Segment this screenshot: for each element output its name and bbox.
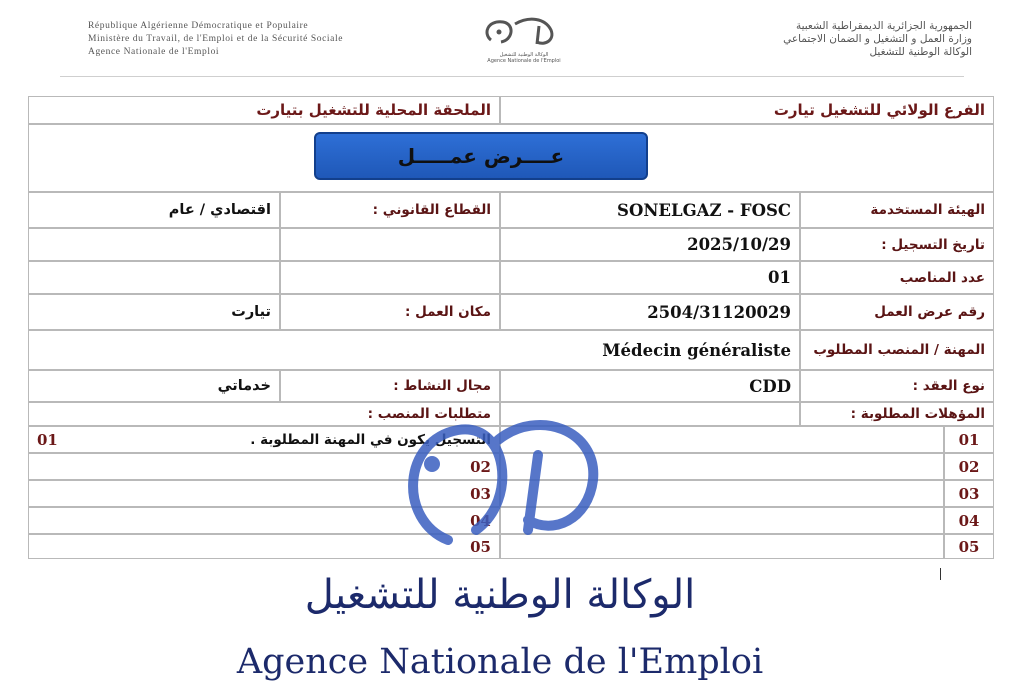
workplace-value: تيارت bbox=[28, 294, 280, 330]
anem-stamp-icon bbox=[388, 400, 608, 570]
employer-label: الهيئة المستخدمة bbox=[800, 192, 994, 228]
requirement-number-3: 03 bbox=[470, 484, 491, 503]
positions-label: عدد المناصب bbox=[800, 261, 994, 294]
reg-date-label: تاريخ التسجيل : bbox=[800, 228, 994, 261]
offer-number-label: رقم عرض العمل bbox=[800, 294, 994, 330]
footer-french-name: Agence Nationale de l'Emploi bbox=[236, 642, 764, 682]
qualification-number-2: 02 bbox=[944, 453, 994, 480]
requirement-number-4: 04 bbox=[470, 511, 491, 530]
offer-number-value: 2504/31120029 bbox=[500, 294, 800, 330]
header-french bbox=[88, 20, 448, 59]
qualifications-label: المؤهلات المطلوبة : bbox=[800, 402, 994, 426]
agency-logo bbox=[462, 14, 586, 72]
qualification-number-1: 01 bbox=[944, 426, 994, 453]
header-arabic bbox=[572, 20, 972, 59]
requirements-label: متطلبات المنصب : bbox=[28, 402, 500, 426]
job-label: المهنة / المنصب المطلوب bbox=[800, 330, 994, 370]
legal-sector-value: اقتصادي / عام bbox=[28, 192, 280, 228]
header-ar-line-3: الوكالة الوطنية للتشغيل bbox=[869, 46, 972, 58]
qualification-number-5: 05 bbox=[944, 534, 994, 559]
activity-label: مجال النشاط : bbox=[280, 370, 500, 402]
empty-cell bbox=[28, 261, 280, 294]
logo-caption-ar: الوكالة الوطنية للتشغيل bbox=[499, 52, 549, 58]
reg-date-value: 2025/10/29 bbox=[500, 228, 800, 261]
requirement-number-5: 05 bbox=[470, 537, 491, 556]
requirement-number-1: 01 bbox=[37, 430, 58, 449]
workplace-label: مكان العمل : bbox=[280, 294, 500, 330]
logo-caption-fr: Agence Nationale de l'Emploi bbox=[487, 58, 561, 64]
header-fr-line-3: Agence Nationale de l'Emploi bbox=[88, 47, 220, 57]
contract-label: نوع العقد : bbox=[800, 370, 994, 402]
header-fr-line-2: Ministère du Travail, de l'Emploi et de la Sécurité Sociale bbox=[88, 34, 344, 44]
empty-cell bbox=[280, 228, 500, 261]
footer-arabic-name: الوكالة الوطنية للتشغيل bbox=[304, 572, 696, 618]
header-divider bbox=[60, 76, 964, 77]
positions-value: 01 bbox=[500, 261, 800, 294]
legal-sector-label: القطاع القانوني : bbox=[280, 192, 500, 228]
job-value: Médecin généraliste bbox=[28, 330, 800, 370]
scan-mark bbox=[940, 568, 941, 580]
activity-value: خدماتي bbox=[28, 370, 280, 402]
employer-value: SONELGAZ - FOSC bbox=[500, 192, 800, 228]
branch-local: الملحقة المحلية للتشغيل بتيارت bbox=[28, 96, 500, 124]
branch-wilaya: الفرع الولائي للتشغيل تيارت bbox=[500, 96, 994, 124]
qualification-number-4: 04 bbox=[944, 507, 994, 534]
requirement-number-2: 02 bbox=[470, 457, 491, 476]
qualification-number-3: 03 bbox=[944, 480, 994, 507]
anem-logo-icon bbox=[479, 14, 569, 52]
job-offer-title: عــــرض عمـــــل bbox=[314, 132, 648, 180]
header-ar-line-2: وزارة العمل و التشغيل و الضمان الاجتماعي bbox=[783, 33, 972, 45]
requirement-item-1: التسجيل يكون في المهنة المطلوبة . bbox=[250, 431, 491, 448]
empty-cell bbox=[28, 228, 280, 261]
header-ar-line-1: الجمهورية الجزائرية الديمقراطية الشعبية bbox=[795, 20, 972, 32]
contract-value: CDD bbox=[500, 370, 800, 402]
header-fr-line-1: République Algérienne Démocratique et Populaire bbox=[88, 21, 309, 31]
empty-cell bbox=[280, 261, 500, 294]
